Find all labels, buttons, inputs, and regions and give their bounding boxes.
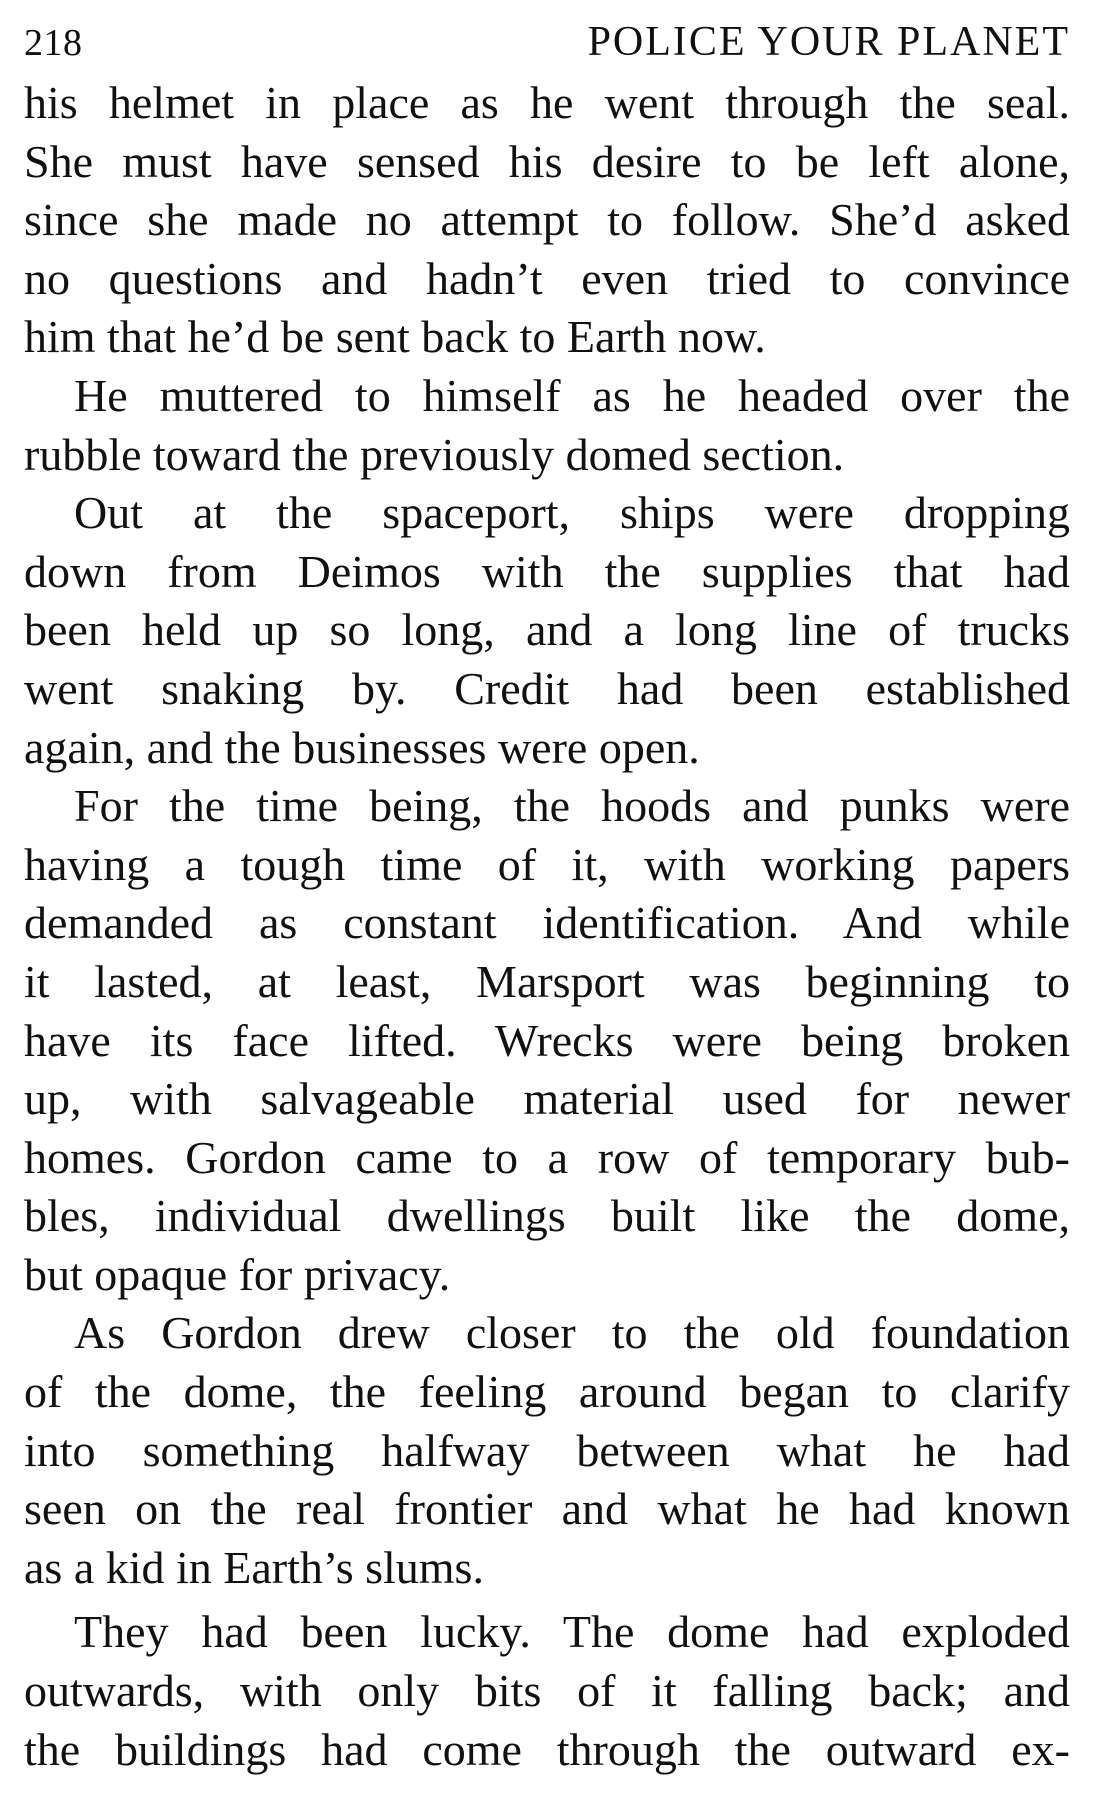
text-line: They had been lucky. The dome had exploded [74,1606,1070,1658]
text-line: again, and the businesses were open. [24,721,700,773]
text-line: demanded as constant identification. And while [24,897,1070,949]
text-line: rubble toward the previously domed section. [24,428,845,480]
text-line: as a kid in Earth’s slums. [24,1541,484,1593]
text-line: She must have sensed his desire to be left alone, [24,135,1070,187]
text-line: have its face lifted. Wrecks were being broken [24,1014,1070,1066]
paragraph [24,367,1070,484]
text-line: since she made no attempt to follow. She’d asked [24,194,1070,246]
book-page [24,14,1070,1779]
text-line: For the time being, the hoods and punks were [74,780,1070,832]
text-line: into something halfway between what he had [24,1424,1070,1476]
running-head [24,14,1070,70]
text-line: up, with salvageable material used for newer [24,1073,1070,1125]
text-line: no questions and hadn’t even tried to convince [24,252,1070,304]
text-line: Out at the spaceport, ships were dropping [74,487,1070,539]
paragraph [24,777,1070,1304]
paragraph [24,484,1070,777]
text-line: As Gordon drew closer to the old foundation [74,1307,1070,1359]
paragraph [24,1603,1070,1779]
body-text [24,74,1070,1779]
text-line: his helmet in place as he went through the seal. [24,77,1070,128]
text-line: the buildings had come through the outward ex- [24,1723,1070,1775]
page-number: 218 [24,22,83,64]
text-line: but opaque for privacy. [24,1248,451,1300]
text-line: He muttered to himself as he headed over the [74,369,1070,421]
text-line: having a tough time of it, with working papers [24,838,1070,890]
text-line: homes. Gordon came to a row of temporary bub- [24,1131,1070,1183]
text-line: of the dome, the feeling around began to clarify [24,1366,1070,1418]
running-title: POLICE YOUR PLANET [587,19,1070,65]
text-line: him that he’d be sent back to Earth now. [24,311,766,363]
paragraph [24,1304,1070,1597]
text-line: went snaking by. Credit had been established [24,662,1070,714]
text-line: outwards, with only bits of it falling back; and [24,1665,1070,1717]
paragraph [24,74,1070,367]
text-line: bles, individual dwellings built like the dome, [24,1190,1070,1242]
text-line: it lasted, at least, Marsport was beginning to [24,955,1070,1007]
text-line: been held up so long, and a long line of trucks [24,604,1070,656]
text-line: seen on the real frontier and what he had known [24,1483,1070,1535]
text-line: down from Deimos with the supplies that had [24,545,1070,597]
